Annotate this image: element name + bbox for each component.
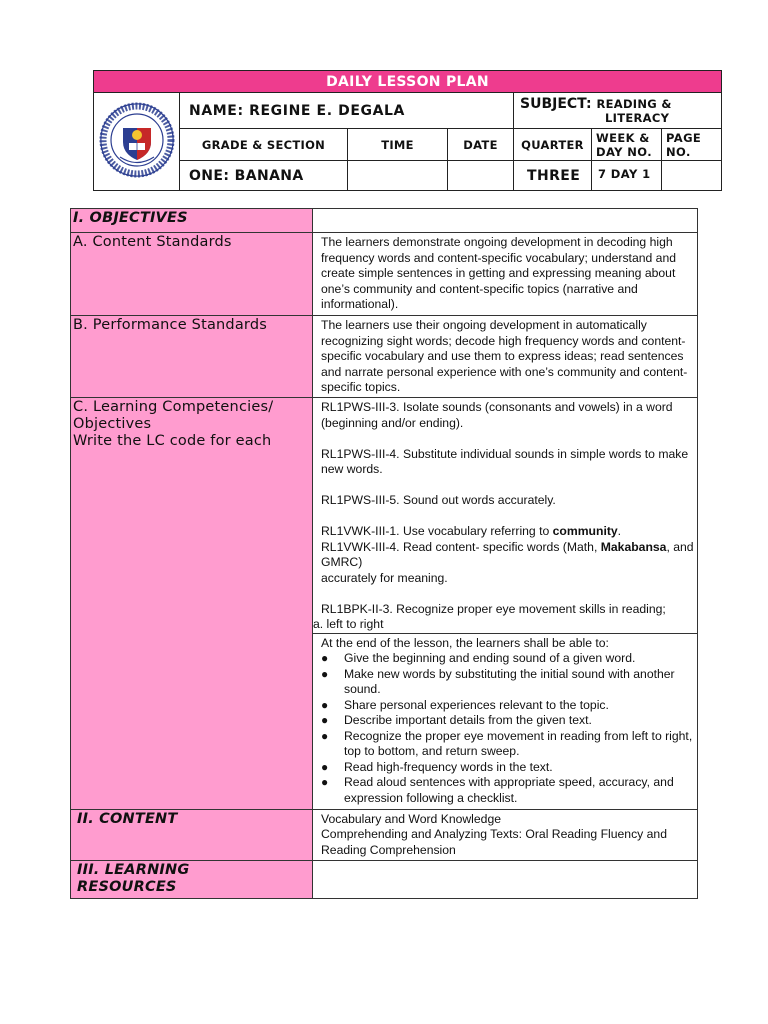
content-text [313, 809, 698, 860]
subject-value-2: LITERACY [605, 110, 670, 125]
lc5-text: RL1VWK-III-4. Read content- specific words (Math, [321, 539, 601, 554]
content-standards-label: A. Content Standards [71, 233, 313, 316]
time-label: TIME [348, 129, 448, 161]
lesson-plan-table [70, 208, 698, 899]
week-day-label-2: DAY NO. [596, 144, 652, 159]
quarter-value: THREE [514, 161, 592, 191]
competencies-label-line-1: C. Learning Competencies/ [73, 399, 274, 415]
deped-seal-logo [99, 102, 175, 178]
lc5-end: , and GMRC) [321, 539, 694, 569]
performance-standards-label: B. Performance Standards [71, 316, 313, 398]
objectives-heading: I. OBJECTIVES [71, 209, 313, 233]
week-day-label [592, 129, 662, 161]
lc-code-4 [321, 524, 694, 540]
lc-code-5 [321, 540, 694, 571]
lc-code-6: RL1BPK-II-3. Recognize proper eye movement skills in reading; [321, 601, 666, 616]
subject-cell [514, 93, 722, 129]
subject-value-1: READING & [596, 96, 672, 111]
page-label-1: PAGE [666, 130, 702, 145]
outcome-item: ● Recognize the proper eye movement in reading from left to right, top to bottom, and return sweep. [321, 729, 694, 760]
learning-resources-text [313, 860, 698, 898]
date-value [448, 161, 514, 191]
header-table [93, 70, 722, 191]
lesson-outcomes [313, 633, 698, 809]
subject-label: SUBJECT: [520, 95, 592, 112]
outcomes-list [321, 651, 694, 806]
week-day-label-1: WEEK & [596, 130, 650, 145]
content-heading: II. CONTENT [71, 809, 313, 860]
grade-section-label: GRADE & SECTION [180, 129, 348, 161]
lc4-bold: community [552, 524, 618, 538]
date-label: DATE [448, 129, 514, 161]
learning-competencies-label [71, 398, 313, 810]
objectives-heading-value [313, 209, 698, 233]
lc-code-3: RL1PWS-III-5. Sound out words accurately. [321, 493, 556, 507]
lc-code-2: RL1PWS-III-4. Substitute individual sounds in simple words to make new words. [321, 446, 689, 476]
content-line-2: Comprehending and Analyzing Texts: Oral Reading Fluency and Reading Comprehension [321, 827, 667, 857]
teacher-name-value: REGINE E. DEGALA [249, 102, 405, 119]
outcome-item: ● Share personal experiences relevant to the topic. [321, 698, 694, 714]
grade-section-value: ONE: BANANA [180, 161, 348, 191]
outcome-item: ● Read high-frequency words in the text. [321, 760, 694, 776]
competencies-label-line-2: Objectives [73, 416, 152, 432]
outcome-item: ● Read aloud sentences with appropriate speed, accuracy, and expression following a checklist. [321, 775, 694, 806]
outcome-item: ● Give the beginning and ending sound of a given word. [321, 651, 694, 667]
quarter-label: QUARTER [514, 129, 592, 161]
resources-heading-line-2: RESOURCES [77, 878, 177, 895]
learning-resources-heading [71, 860, 313, 898]
name-label: NAME: [189, 102, 244, 119]
lc5-bold: Makabansa [600, 539, 667, 554]
lc-code-1: RL1PWS-III-3. Isolate sounds (consonants and vowels) in a word (beginning and/or ending). [321, 400, 673, 430]
outcomes-intro: At the end of the lesson, the learners shall be able to: [321, 635, 609, 650]
lc4-text: RL1VWK-III-1. Use vocabulary referring to [321, 524, 553, 538]
outcome-item: ● Make new words by substituting the initial sound with another sound. [321, 667, 694, 698]
week-day-value: 7 DAY 1 [592, 161, 662, 191]
page-value [662, 161, 722, 191]
outcome-item: ● Describe important details from the given text. [321, 713, 694, 729]
lc4-end: . [617, 524, 622, 538]
resources-heading-line-1: III. LEARNING [77, 861, 190, 878]
lc-code-5-cont: accurately for meaning. [321, 570, 448, 585]
page-label [662, 129, 722, 161]
page-label-2: NO. [666, 144, 691, 159]
teacher-name-cell [180, 93, 514, 129]
time-value [348, 161, 448, 191]
content-standards-text: The learners demonstrate ongoing development in decoding high frequency words and content-specific vocabulary; understand and create simple sentences in getting and expressing meaning about one’s community and content-specific topics (narrative and informational). [313, 233, 698, 316]
lc-code-6-sub: a. left to right [313, 617, 384, 631]
competencies-label-line-3: Write the LC code for each [73, 433, 272, 449]
document-title: DAILY LESSON PLAN [94, 71, 722, 93]
deped-seal-cell [94, 93, 180, 191]
learning-competencies-codes [313, 398, 698, 634]
content-line-1: Vocabulary and Word Knowledge [321, 811, 501, 826]
performance-standards-text: The learners use their ongoing development in automatically recognizing sight words; decode high frequency words and content- specific vocabulary and use them to express ideas; read sentences and narrate personal experience with one’s community and content-specific topics. [313, 316, 698, 398]
